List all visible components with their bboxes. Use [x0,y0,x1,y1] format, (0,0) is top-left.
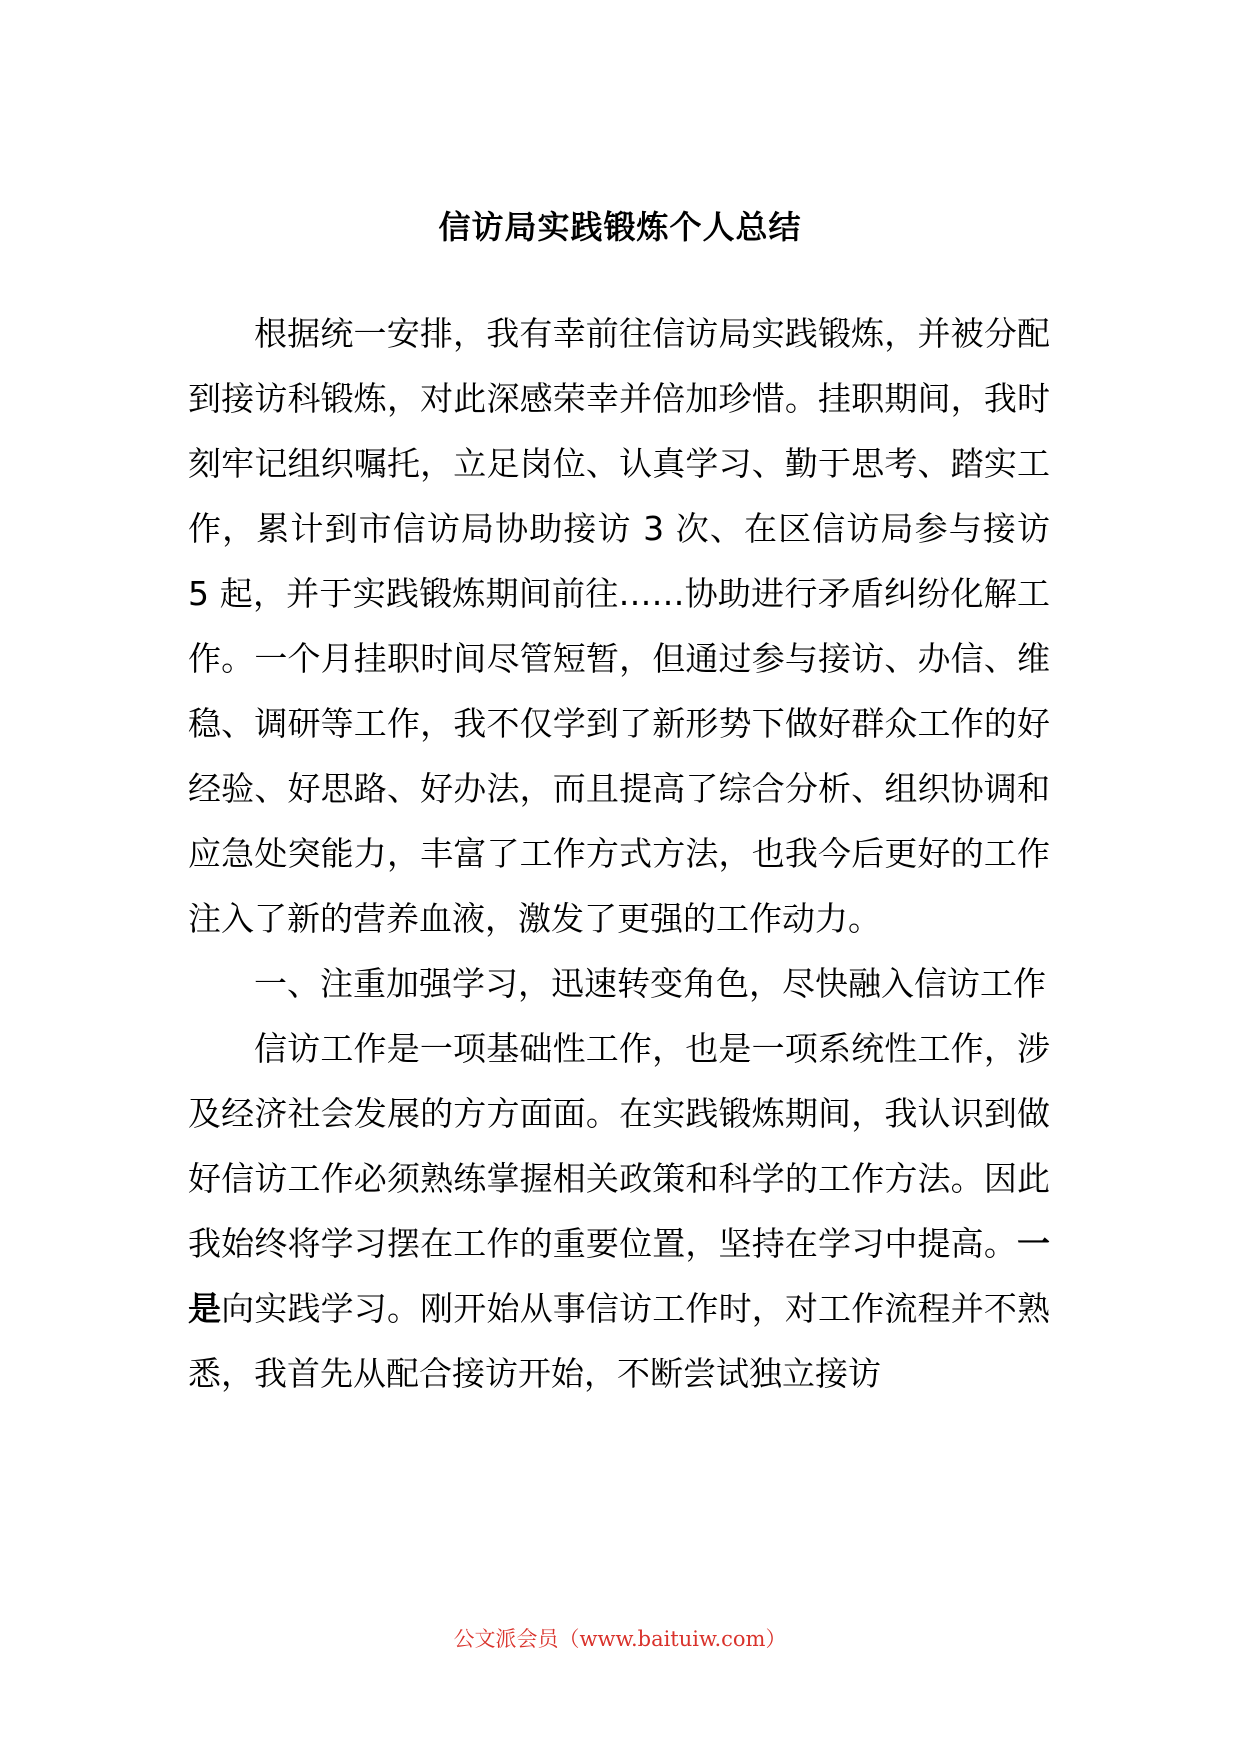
section-heading-1: 一、注重加强学习，迅速转变角色，尽快融入信访工作 [254,964,1046,1003]
document-title: 信访局实践锻炼个人总结 [438,208,802,246]
paragraph-text-before: 信访工作是一项基础性工作，也是一项系统性工作，涉及经济社会发展的方方面面。在实践锻炼期间，我认识到做好信访工作必须熟练掌握相关政策和科学的工作方法。因此我始终将学习摆在工作的重要位置，坚持在学习中提高。 [188,1029,1050,1263]
document-body [188,301,1050,1406]
paragraph-section-1 [188,1016,1050,1406]
paragraph-intro: 根据统一安排，我有幸前往信访局实践锻炼，并被分配到接访科锻炼，对此深感荣幸并倍加珍惜。挂职期间，我时刻牢记组织嘱托，立足岗位、认真学习、勤于思考、踏实工作，累计到市信访局协助接访 3 次、在区信访局参与接访 5 起，并于实践锻炼期间前往……协助进行矛盾纠纷化解工作。一个月挂职时间尽管短暂，但通过参与接访、办信、维稳、调研等工作，我不仅学到了新形势下做好群众工作的好经验、好思路、好办法，而且提高了综合分析、组织协调和应急处突能力，丰富了工作方式方法，也我今后更好的工作注入了新的营养血液，激发了更强的工作动力。 [188,314,1050,938]
footer-watermark: 公文派会员（www.baituiw.com） [453,1627,787,1651]
paragraph-text-after: 向实践学习。刚开始从事信访工作时，对工作流程并不熟悉，我首先从配合接访开始，不断尝试独立接访 [188,1289,1051,1393]
bold-lead-in: 一是 [188,1224,1050,1328]
